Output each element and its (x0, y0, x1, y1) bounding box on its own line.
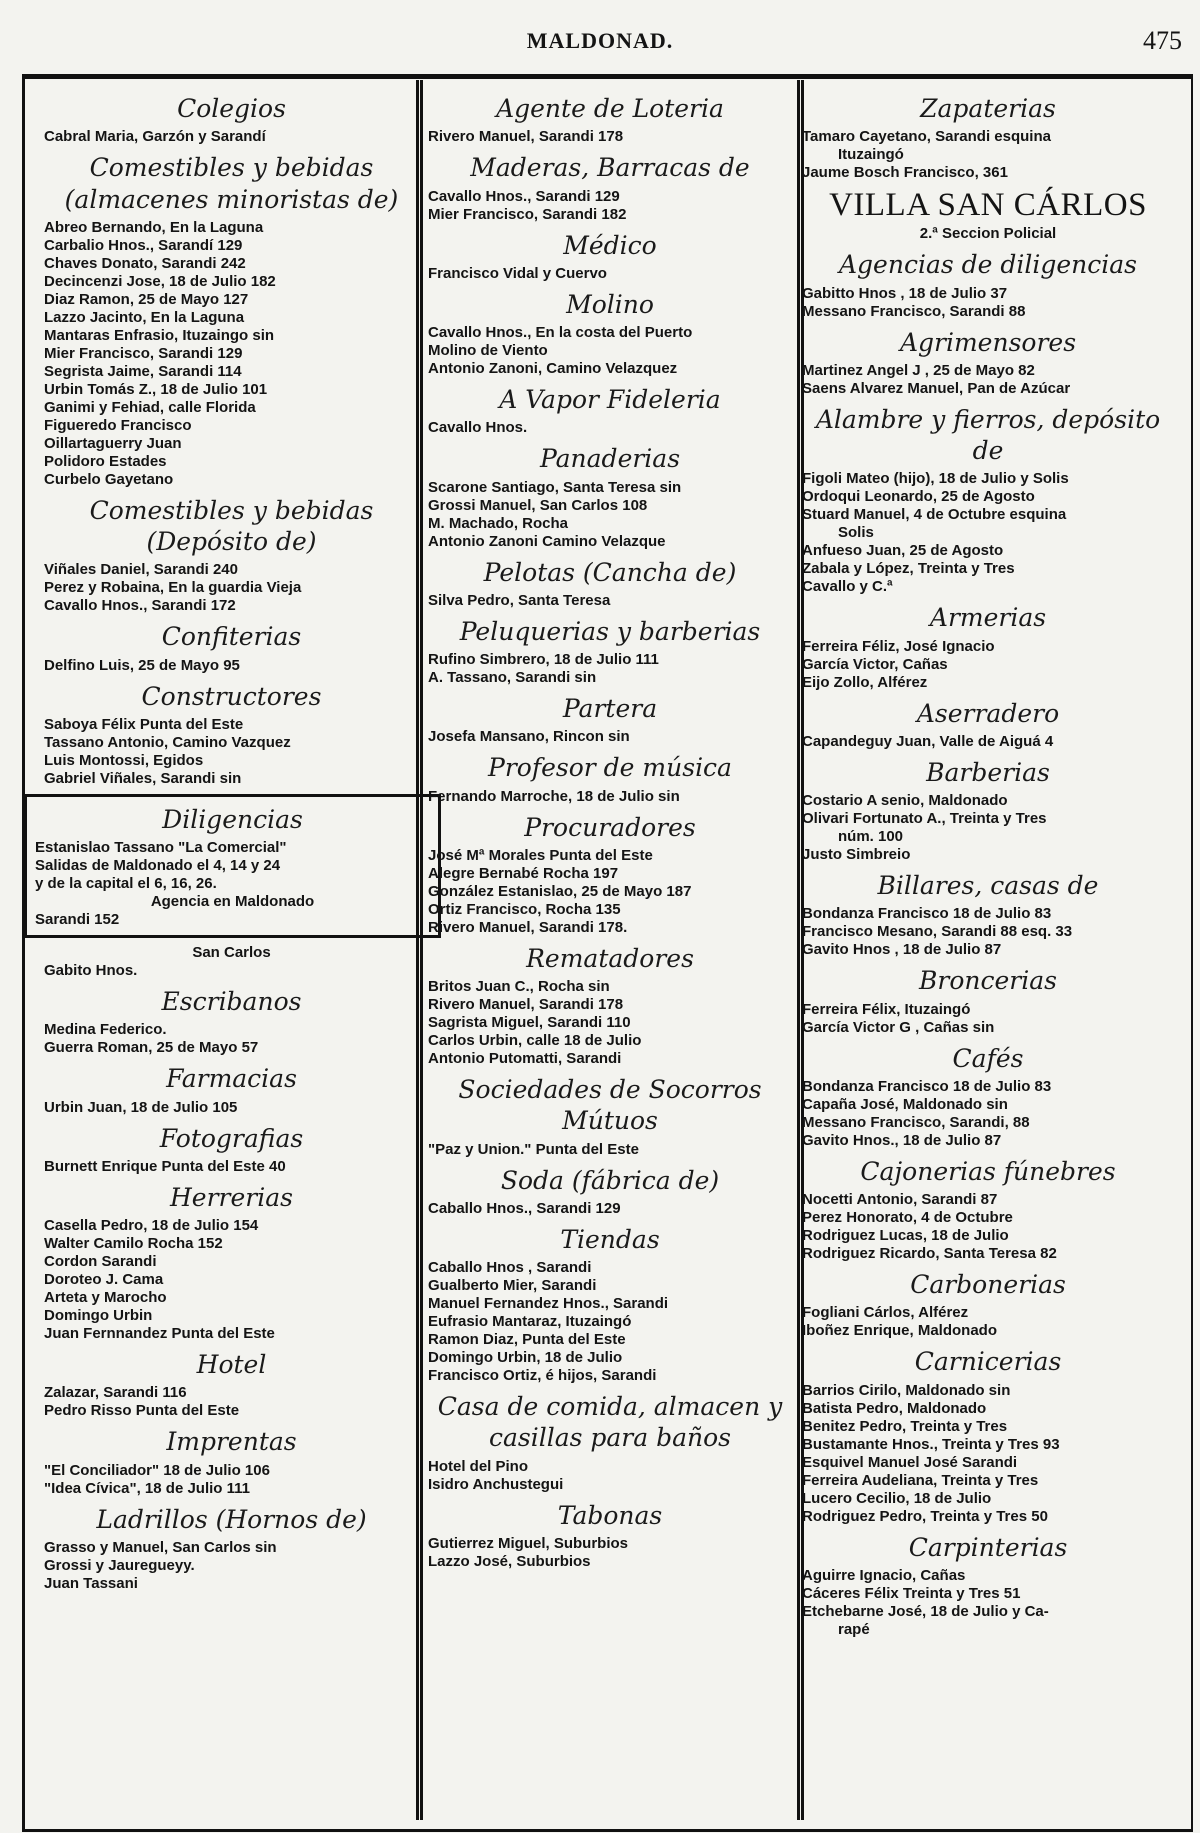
listing-entry: Walter Camilo Rocha 152 (44, 1235, 223, 1252)
listing-entry: García Victor, Cañas (802, 655, 948, 673)
listing-section-aserradero (802, 695, 1174, 751)
listing-section-panaderias (428, 440, 792, 550)
listing-entry: Guerra Roman, 25 de Mayo 57 (44, 1039, 259, 1057)
listing-entry: Messano Francisco, Sarandi, 88 (802, 1113, 1030, 1131)
section-heading: Cafés (952, 1043, 1024, 1073)
listing-entry: Chaves Donato, Sarandi 242 (44, 254, 246, 272)
section-heading: Herrerias (170, 1182, 293, 1212)
listing-entry: Juan Fernnandez Punta del Este (44, 1325, 275, 1342)
listing-section-zapaterias (802, 90, 1174, 182)
listing-entry: Fernando Marroche, 18 de Julio sin (428, 787, 680, 805)
listing-entry: Segrista Jaime, Sarandi 114 (44, 362, 242, 380)
section-heading: Carbonerias (910, 1270, 1066, 1299)
section-heading: Colegios (177, 94, 286, 123)
listing-entry: Rodriguez Lucas, 18 de Julio (802, 1227, 1009, 1244)
listing-section-medico (428, 227, 792, 283)
section-heading: Peluquerias y barberias (459, 616, 761, 646)
section-heading: Panaderias (539, 444, 681, 474)
section-heading: Farmacias (166, 1064, 297, 1094)
listing-entry: Zalazar, Sarandi 116 (44, 1384, 187, 1402)
listing-section-fotografias (44, 1120, 419, 1176)
section-heading: Casa de comida, almacen y casillas para baños (437, 1392, 783, 1453)
listing-entry: Batista Pedro, Maldonado (802, 1399, 987, 1417)
listing-entry: Rodriguez Pedro, Treinta y Tres 50 (802, 1507, 1048, 1525)
listing-entry: Gabriel Viñales, Sarandi sin (44, 769, 242, 787)
listing-entry: Olivari Fortunato A., Treinta y Tres (802, 810, 1047, 827)
section-heading: Alambre y fierros, depósito de (815, 404, 1161, 465)
listing-entry: Luis Montossi, Egidos (44, 751, 204, 769)
listing-entry: Aguirre Ignacio, Cañas (802, 1566, 966, 1584)
listing-entry: Esquivel Manuel José Sarandi (802, 1453, 1018, 1471)
listing-entry: Rufino Simbrero, 18 de Julio 111 (428, 651, 659, 668)
listing-entry: Bondanza Francisco 18 de Julio 83 (802, 905, 1052, 923)
listing-entry: Gutierrez Miguel, Suburbios (428, 1534, 629, 1552)
listing-section-constructores (44, 678, 419, 788)
listing-entry: Ortiz Francisco, Rocha 135 (428, 900, 621, 918)
listing-entry: Fogliani Cárlos, Alférez (802, 1304, 969, 1322)
listing-section-billares-casas-de (802, 867, 1174, 959)
listing-entry: Isidro Anchustegui (428, 1475, 564, 1493)
listing-entry: núm. 100 (838, 828, 904, 845)
listing-section-escribanos (44, 983, 419, 1057)
listing-entry: Antonio Zanoni, Camino Velazquez (428, 360, 678, 377)
listing-entry: Lazzo José, Suburbios (428, 1552, 591, 1570)
section-heading: Agente de Loteria (496, 94, 724, 123)
column-divider (797, 80, 800, 1820)
listing-entry: Ferreira Audeliana, Treinta y Tres (802, 1471, 1039, 1489)
section-heading: Diligencias (162, 804, 303, 834)
listing-entry: Perez y Robaina, En la guardia Vieja (44, 579, 302, 597)
listing-section-confiterias (44, 618, 419, 674)
listing-entry: Tassano Antonio, Camino Vazquez (44, 733, 291, 751)
listing-entry: Francisco Vidal y Cuervo (428, 264, 607, 282)
listing-entry: Doroteo J. Cama (44, 1271, 164, 1288)
column-divider (420, 80, 423, 1820)
listing-entry: Lazzo Jacinto, En la Laguna (44, 308, 245, 326)
column-middle (428, 90, 792, 1574)
section-heading: Médico (563, 230, 657, 260)
listing-entry: Agencia en Maldonado (150, 893, 315, 910)
listing-entry: Grossi y Jauregueyy. (44, 1556, 195, 1574)
listing-section-peluquerias-y-barberias (428, 613, 792, 687)
listing-entry: Gualberto Mier, Sarandi (428, 1277, 597, 1294)
listing-entry: Rodriguez Ricardo, Santa Teresa 82 (802, 1245, 1057, 1262)
listing-entry: Francisco Mesano, Sarandi 88 esq. 33 (802, 923, 1073, 941)
listing-entry: Saboya Félix Punta del Este (44, 715, 244, 733)
listing-entry: Stuard Manuel, 4 de Octubre esquina (802, 506, 1067, 524)
listing-entry: Mier Francisco, Sarandi 182 (428, 205, 627, 223)
column-left (35, 90, 419, 1596)
section-heading: Carpinterias (908, 1532, 1068, 1562)
listing-entry: Messano Francisco, Sarandi 88 (802, 302, 1026, 320)
listing-entry: Solis (838, 524, 874, 542)
section-heading: Billares, casas de (877, 871, 1099, 900)
section-heading: Tabonas (557, 1500, 663, 1530)
listing-entry: Caballo Hnos., Sarandi 129 (428, 1199, 621, 1217)
listing-entry: Oillartaguerry Juan (44, 434, 182, 452)
listing-section-partera (428, 690, 792, 746)
listing-entry: Costario A senio, Maldonado (802, 792, 1008, 809)
listing-entry: Capandeguy Juan, Valle de Aiguá 4 (802, 732, 1054, 750)
listing-entry: Perez Honorato, 4 de Octubre (802, 1209, 1013, 1226)
listing-entry: Estanislao Tassano "La Comercial" (35, 839, 287, 856)
listing-entry: Juan Tassani (44, 1574, 138, 1592)
listing-entry: Pedro Risso Punta del Este (44, 1402, 240, 1420)
listing-entry: Hotel del Pino (428, 1457, 529, 1475)
listing-entry: Rivero Manuel, Sarandi 178 (428, 996, 624, 1013)
section-heading: Agencias de diligencias (839, 250, 1137, 280)
listing-entry: Molino de Viento (428, 342, 548, 359)
listing-section-rematadores (428, 940, 792, 1068)
listing-section-profesor-de-musica (428, 749, 792, 805)
listing-entry: Sarandi 152 (35, 911, 120, 928)
listing-entry: Figueredo Francisco (44, 416, 192, 434)
listing-entry: Salidas de Maldonado el 4, 14 y 24 (35, 857, 281, 874)
listing-entry: Tamaro Cayetano, Sarandi esquina (802, 128, 1051, 146)
section-heading: Pelotas (Cancha de) (483, 557, 737, 587)
listing-entry: Bustamante Hnos., Treinta y Tres 93 (802, 1435, 1060, 1453)
listing-entry: Francisco Ortiz, é hijos, Sarandi (428, 1367, 657, 1384)
listing-entry: Urbin Tomás Z., 18 de Julio 101 (44, 380, 268, 398)
listing-entry: Ferreira Féliz, José Ignacio (802, 637, 995, 655)
header-title: MALDONAD. (526, 28, 674, 53)
listing-section-continued (44, 944, 419, 980)
listing-section-imprentas (44, 1423, 419, 1497)
listing-entry: Scarone Santiago, Santa Teresa sin (428, 478, 682, 496)
listing-section-broncerias (802, 962, 1174, 1036)
listing-entry: Casella Pedro, 18 de Julio 154 (44, 1217, 259, 1234)
listing-section-cafes (802, 1040, 1174, 1150)
section-heading: Escribanos (161, 987, 302, 1016)
listing-section-agente-de-loteria (428, 90, 792, 146)
section-heading: Ladrillos (Hornos de) (96, 1504, 367, 1534)
listing-entry: Anfueso Juan, 25 de Agosto (802, 542, 1004, 560)
listing-entry: Barrios Cirilo, Maldonado sin (802, 1381, 1011, 1399)
listing-entry: Domingo Urbin (44, 1307, 153, 1324)
listing-entry: Burnett Enrique Punta del Este 40 (44, 1157, 286, 1175)
section-heading: Partera (562, 694, 658, 723)
listing-entry: Etchebarne José, 18 de Julio y Ca- (802, 1602, 1049, 1620)
listing-entry: Capaña José, Maldonado sin (802, 1095, 1008, 1113)
listing-section-carpinterias (802, 1529, 1174, 1639)
listing-entry: Lucero Cecilio, 18 de Julio (802, 1489, 992, 1507)
listing-section-barberias (802, 754, 1174, 864)
listing-entry: Cáceres Félix Treinta y Tres 51 (802, 1584, 1021, 1602)
listing-entry: Medina Federico. (44, 1021, 167, 1039)
listing-entry: José Mª Morales Punta del Este (428, 846, 653, 864)
listing-entry: Carlos Urbin, calle 18 de Julio (428, 1032, 642, 1049)
column-right (802, 90, 1174, 1642)
listing-entry: Viñales Daniel, Sarandi 240 (44, 561, 238, 579)
listing-section-farmacias (44, 1060, 419, 1116)
listing-entry: Rivero Manuel, Sarandi 178. (428, 918, 628, 936)
section-heading: Rematadores (526, 943, 694, 973)
listing-section-tiendas (428, 1221, 792, 1385)
listing-entry: Josefa Mansano, Rincon sin (428, 728, 630, 746)
listing-entry: Caballo Hnos , Sarandi (428, 1259, 592, 1276)
listing-entry: Cavallo Hnos., En la costa del Puerto (428, 324, 693, 341)
listing-entry: Manuel Fernandez Hnos., Sarandi (428, 1295, 669, 1312)
listing-entry: Gabitto Hnos , 18 de Julio 37 (802, 284, 1008, 302)
section-heading: Cajonerias fúnebres (860, 1156, 1116, 1186)
town-subbanner: 2.ª Seccion Policial (919, 225, 1057, 243)
listing-section-carbonerias (802, 1266, 1174, 1340)
listing-section-cajonerias-funebres (802, 1153, 1174, 1263)
listing-entry: Antonio Putomatti, Sarandi (428, 1050, 622, 1067)
listing-entry: Cabral Maria, Garzón y Sarandí (44, 128, 266, 146)
section-heading: Molino (566, 289, 654, 319)
listing-section-carnicerias (802, 1343, 1174, 1525)
listing-entry: Cavallo Hnos. (428, 419, 528, 437)
listing-entry: Curbelo Gayetano (44, 470, 174, 488)
section-heading: Imprentas (166, 1427, 297, 1457)
listing-entry: Eijo Zollo, Alférez (802, 673, 928, 691)
listing-entry: "Idea Cívica", 18 de Julio 111 (44, 1479, 251, 1497)
section-heading: Zapaterias (920, 94, 1056, 123)
listing-entry: Ganimi y Fehiad, calle Florida (44, 398, 256, 416)
listing-section-molino (428, 286, 792, 378)
section-heading: Fotografias (159, 1123, 304, 1153)
listing-entry: Martinez Angel J , 25 de Mayo 82 (802, 361, 1035, 379)
listing-entry: Delfino Luis, 25 de Mayo 95 (44, 656, 240, 674)
listing-section-agencias-de-diligencias (802, 246, 1174, 320)
section-heading: Comestibles y bebidas (almacenes minoristas de) (64, 153, 399, 214)
section-heading: Aserradero (916, 698, 1060, 728)
boxed-listing-diligencias (24, 794, 441, 938)
listing-entry: Rivero Manuel, Sarandi 178 (428, 128, 624, 146)
listing-entry: Domingo Urbin, 18 de Julio (428, 1349, 623, 1366)
listing-entry: Eufrasio Mantaraz, Ituzaingó (428, 1313, 632, 1330)
listing-section-a-vapor-fideleria (428, 381, 792, 437)
listing-entry: Ituzaingó (838, 146, 904, 164)
listing-section-comestibles-y-bebidas-deposito-de (44, 492, 419, 616)
listing-section-maderas-barracas-de (428, 149, 792, 223)
listing-entry: Arteta y Marocho (44, 1289, 167, 1306)
listing-entry: Britos Juan C., Rocha sin (428, 978, 610, 995)
section-heading: Comestibles y bebidas (Depósito de) (89, 495, 374, 556)
listing-entry: Cavallo y C.ª (802, 578, 893, 596)
listing-entry: Silva Pedro, Santa Teresa (428, 591, 611, 609)
listing-entry: Urbin Juan, 18 de Julio 105 (44, 1098, 238, 1116)
listing-entry: rapé (838, 1620, 870, 1638)
section-heading: Agrimensores (899, 327, 1077, 357)
listing-entry: Alegre Bernabé Rocha 197 (428, 864, 619, 882)
listing-entry: "El Conciliador" 18 de Julio 106 (44, 1461, 270, 1479)
listing-entry: Iboñez Enrique, Maldonado (802, 1322, 997, 1340)
listing-entry: Zabala y López, Treinta y Tres (802, 560, 1015, 578)
listing-section-pelotas-cancha-de (428, 554, 792, 610)
section-heading: A Vapor Fideleria (499, 385, 721, 414)
listing-entry: García Victor G , Cañas sin (802, 1018, 995, 1036)
listing-entry: Polidoro Estades (44, 452, 167, 470)
section-heading: Confiterias (161, 622, 302, 652)
listing-entry: Abreo Bernando, En la Laguna (44, 218, 264, 236)
listing-entry: Ferreira Félix, Ituzaingó (802, 1000, 971, 1018)
listing-entry: Mantaras Enfrasio, Ituzaingo sin (44, 326, 275, 344)
listing-entry: San Carlos (192, 944, 271, 961)
listing-entry: Diaz Ramon, 25 de Mayo 127 (44, 290, 249, 308)
section-heading: Profesor de música (488, 753, 732, 783)
section-heading: Procuradores (524, 812, 696, 842)
listing-section-hotel (44, 1346, 419, 1420)
section-heading: Sociedades de Socorros Mútuos (458, 1075, 762, 1136)
listing-entry: Cordon Sarandi (44, 1253, 157, 1270)
section-heading: Broncerias (919, 966, 1057, 996)
listing-section-sociedades-de-socorros-mutuos (428, 1071, 792, 1159)
listing-entry: Mier Francisco, Sarandi 129 (44, 344, 243, 362)
listing-entry: Cavallo Hnos., Sarandi 129 (428, 187, 620, 205)
listing-entry: "Paz y Union." Punta del Este (428, 1140, 639, 1158)
section-heading: Armerias (929, 603, 1047, 633)
listing-entry: Ordoqui Leonardo, 25 de Agosto (802, 488, 1035, 506)
listing-entry: Cavallo Hnos., Sarandi 172 (44, 597, 236, 615)
section-heading: Constructores (141, 681, 322, 711)
listing-entry: Gavito Hnos., 18 de Julio 87 (802, 1131, 1002, 1149)
listing-section-tabonas (428, 1497, 792, 1571)
listing-section-herrerias (44, 1179, 419, 1343)
listing-section-procuradores (428, 809, 792, 937)
listing-section-villa-san-carlos (802, 185, 1174, 243)
listing-section-soda-fabrica-de (428, 1162, 792, 1218)
listing-entry: Carbalio Hnos., Sarandí 129 (44, 236, 243, 254)
section-heading: Barberias (926, 757, 1050, 787)
listing-entry: Gavito Hnos , 18 de Julio 87 (802, 941, 1002, 959)
listing-entry: Grasso y Manuel, San Carlos sin (44, 1538, 277, 1556)
section-heading: Tiendas (560, 1224, 660, 1254)
section-heading: Soda (fábrica de) (500, 1165, 720, 1195)
listing-section-casa-de-comida-almacen-y-casillas-para-banos (428, 1388, 792, 1494)
listing-entry: González Estanislao, 25 de Mayo 187 (428, 882, 692, 900)
listing-section-alambre-y-fierros-deposito-de (802, 401, 1174, 597)
listing-entry: M. Machado, Rocha (428, 514, 569, 532)
listing-entry: Benitez Pedro, Treinta y Tres (802, 1417, 1008, 1435)
page-header (0, 0, 1200, 80)
town-banner: VILLA SAN CÁRLOS (829, 187, 1147, 224)
listing-entry: Decincenzi Jose, 18 de Julio 182 (44, 272, 276, 290)
listing-entry: Figoli Mateo (hijo), 18 de Julio y Solis (802, 470, 1069, 488)
listing-entry: A. Tassano, Sarandi sin (428, 669, 597, 686)
listing-entry: Justo Simbreio (802, 846, 911, 863)
listing-entry: Saens Alvarez Manuel, Pan de Azúcar (802, 379, 1071, 397)
listing-section-armerias (802, 599, 1174, 691)
listing-section-comestibles-y-bebidas-almacenes-minoristas-de (44, 149, 419, 489)
listing-entry: Ramon Diaz, Punta del Este (428, 1331, 626, 1348)
section-heading: Carnicerias (914, 1347, 1062, 1377)
listing-section-ladrillos-hornos-de (44, 1501, 419, 1593)
listing-section-agrimensores (802, 324, 1174, 398)
listing-entry: Sagrista Miguel, Sarandi 110 (428, 1014, 631, 1031)
page-number: 475 (1143, 26, 1182, 55)
listing-entry: y de la capital el 6, 16, 26. (35, 875, 217, 892)
listing-entry: Grossi Manuel, San Carlos 108 (428, 496, 648, 514)
listing-entry: Antonio Zanoni Camino Velazque (428, 532, 666, 550)
listing-entry: Bondanza Francisco 18 de Julio 83 (802, 1077, 1052, 1095)
listing-entry: Gabito Hnos. (44, 962, 138, 979)
listing-entry: Jaume Bosch Francisco, 361 (802, 164, 1008, 182)
listing-entry: Nocetti Antonio, Sarandi 87 (802, 1191, 998, 1208)
listing-section-colegios (44, 90, 419, 146)
section-heading: Maderas, Barracas de (470, 153, 750, 183)
section-heading: Hotel (196, 1350, 267, 1379)
